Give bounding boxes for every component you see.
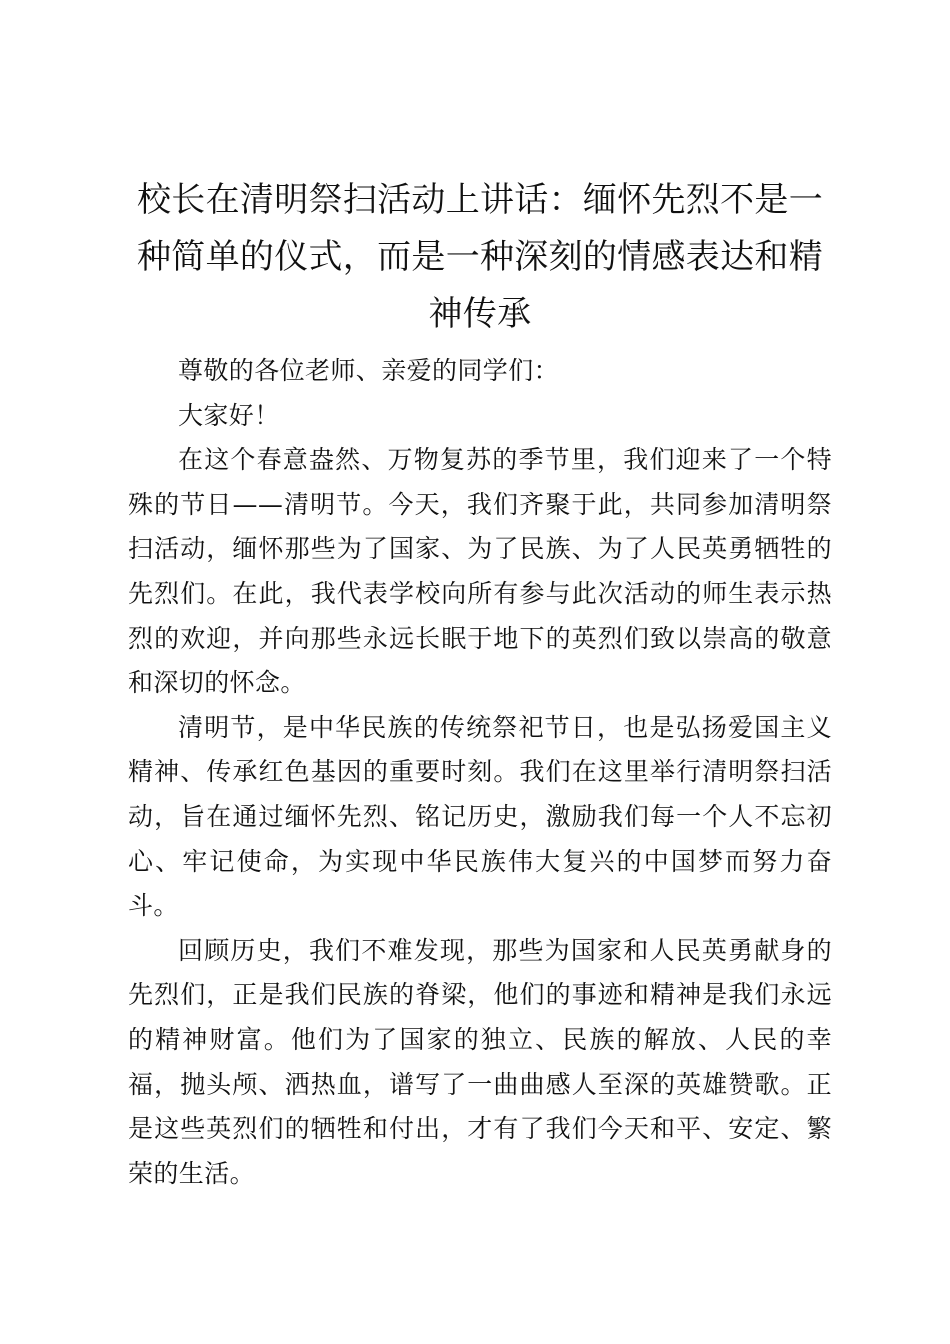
body-paragraph: 在这个春意盎然、万物复苏的季节里，我们迎来了一个特殊的节日——清明节。今天，我们齐聚于此，共同参加清明祭扫活动，缅怀那些为了国家、为了民族、为了人民英勇牺牲的先烈们。在此，我代表学校向所有参与此次活动的师生表示热烈的欢迎，并向那些永远长眠于地下的英烈们致以崇高的敬意和深切的怀念。 <box>128 445 832 698</box>
salutation-paragraph: 尊敬的各位老师、亲爱的同学们： <box>178 356 560 385</box>
document-page <box>128 172 832 1196</box>
greeting-paragraph: 大家好！ <box>178 400 280 430</box>
body-paragraph: 清明节，是中华民族的传统祭祀节日，也是弘扬爱国主义精神、传承红色基因的重要时刻。我们在这里举行清明祭扫活动，旨在通过缅怀先烈、铭记历史，激励我们每一个人不忘初心、牢记使命，为实现中华民族伟大复兴的中国梦而努力奋斗。 <box>128 712 832 921</box>
body-paragraph: 回顾历史，我们不难发现，那些为国家和人民英勇献身的先烈们，正是我们民族的脊梁，他们的事迹和精神是我们永远的精神财富。他们为了国家的独立、民族的解放、人民的幸福，抛头颅、洒热血，谱写了一曲曲感人至深的英雄赞歌。正是这些英烈们的牺牲和付出，才有了我们今天和平、安定、繁荣的生活。 <box>128 935 832 1188</box>
document-body <box>128 349 832 1196</box>
document-title: 校长在清明祭扫活动上讲话：缅怀先烈不是一种简单的仪式，而是一种深刻的情感表达和精神传承 <box>137 180 823 334</box>
